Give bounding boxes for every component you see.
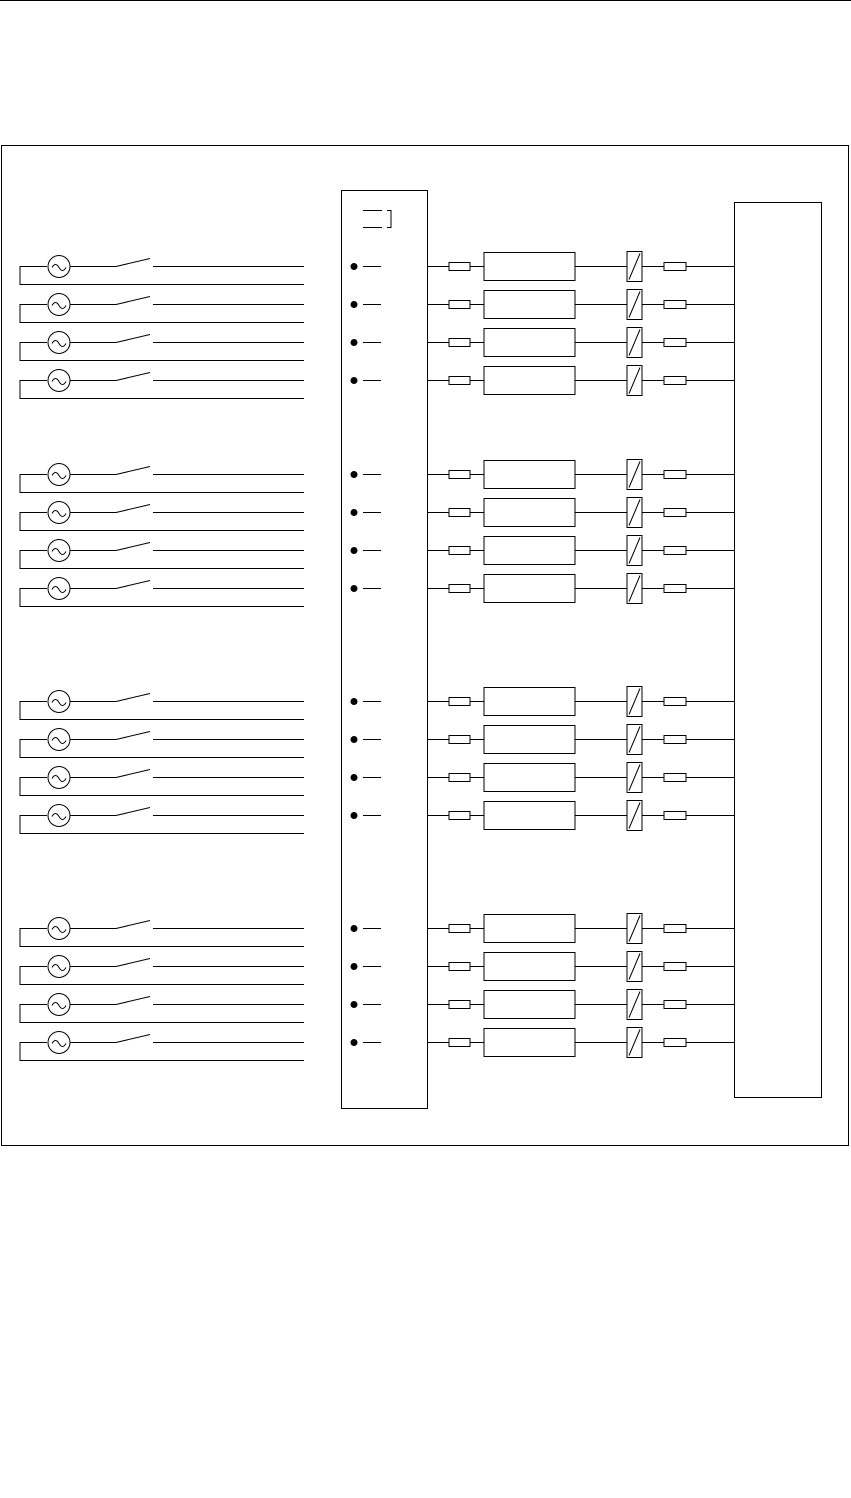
return-wire	[20, 305, 304, 323]
terminal-block-symbol	[363, 211, 391, 228]
sine-wave-icon	[52, 927, 66, 933]
sine-wave-icon	[52, 303, 66, 309]
fuse-icon	[664, 736, 686, 744]
ac-source-icon	[48, 370, 70, 392]
isolator-slash	[629, 727, 640, 753]
diagram-frame	[2, 146, 849, 1146]
ac-source-icon	[48, 464, 70, 486]
fuse-icon	[664, 509, 686, 517]
ac-source-icon	[48, 294, 70, 316]
sine-wave-icon	[52, 776, 66, 782]
module-box	[484, 764, 575, 792]
channel-row	[20, 498, 734, 531]
terminal-dot	[351, 964, 357, 970]
sine-wave-icon	[52, 549, 66, 555]
module-box	[484, 688, 575, 716]
isolator-slash	[629, 954, 640, 980]
channel-row	[20, 687, 734, 720]
channel-groups	[20, 252, 734, 1061]
module-box	[484, 329, 575, 357]
module-box	[484, 1029, 575, 1057]
terminal-dot	[351, 472, 357, 478]
switch-icon	[116, 259, 150, 267]
switch-icon	[116, 373, 150, 381]
switch-icon	[116, 543, 150, 551]
fuse-icon	[664, 698, 686, 706]
switch-icon	[116, 1035, 150, 1043]
fuse-icon	[664, 1001, 686, 1009]
fuse-icon	[449, 547, 470, 555]
fuse-icon	[664, 471, 686, 479]
fuse-icon	[449, 1039, 470, 1047]
return-wire	[20, 1043, 304, 1061]
terminal-dot	[351, 699, 357, 705]
sine-wave-icon	[52, 814, 66, 820]
fuse-icon	[449, 301, 470, 309]
terminal-dot	[351, 775, 357, 781]
ac-source-icon	[48, 994, 70, 1016]
fuse-icon	[449, 736, 470, 744]
isolator-slash	[629, 1030, 640, 1056]
return-wire	[20, 513, 304, 531]
switch-icon	[116, 732, 150, 740]
ac-source-icon	[48, 578, 70, 600]
fuse-icon	[449, 509, 470, 517]
module-box	[484, 802, 575, 830]
terminal-dot	[351, 548, 357, 554]
return-wire	[20, 1005, 304, 1023]
isolator-slash	[629, 368, 640, 394]
module-box	[484, 499, 575, 527]
fuse-icon	[449, 263, 470, 271]
isolator-slash	[629, 765, 640, 791]
channel-row	[20, 914, 734, 947]
channel-row	[20, 990, 734, 1023]
fuse-icon	[664, 925, 686, 933]
ac-source-icon	[48, 256, 70, 278]
sine-wave-icon	[52, 965, 66, 971]
channel-row	[20, 574, 734, 607]
fuse-icon	[449, 585, 470, 593]
fuse-icon	[449, 774, 470, 782]
isolator-slash	[629, 462, 640, 488]
terminal-dot	[351, 340, 357, 346]
channel-row	[20, 366, 734, 399]
terminal-dot	[351, 813, 357, 819]
fuse-icon	[449, 339, 470, 347]
ac-source-icon	[48, 956, 70, 978]
sine-wave-icon	[52, 587, 66, 593]
ac-source-icon	[48, 1032, 70, 1054]
return-wire	[20, 967, 304, 985]
channel-row	[20, 763, 734, 796]
channel-group-3	[20, 687, 734, 834]
return-wire	[20, 778, 304, 796]
channel-group-4	[20, 914, 734, 1061]
switch-icon	[116, 808, 150, 816]
fuse-icon	[664, 339, 686, 347]
ac-source-icon	[48, 332, 70, 354]
module-box	[484, 575, 575, 603]
terminal-block	[342, 191, 428, 1109]
ac-source-icon	[48, 918, 70, 940]
terminal-dot	[351, 586, 357, 592]
switch-icon	[116, 997, 150, 1005]
switch-icon	[116, 467, 150, 475]
sine-wave-icon	[52, 511, 66, 517]
ac-source-icon	[48, 805, 70, 827]
terminal-dot	[351, 302, 357, 308]
return-wire	[20, 589, 304, 607]
return-wire	[20, 343, 304, 361]
switch-icon	[116, 959, 150, 967]
fuse-icon	[449, 963, 470, 971]
channel-row	[20, 952, 734, 985]
switch-icon	[116, 581, 150, 589]
fuse-icon	[664, 1039, 686, 1047]
sine-wave-icon	[52, 700, 66, 706]
sine-wave-icon	[52, 379, 66, 385]
switch-icon	[116, 770, 150, 778]
return-wire	[20, 381, 304, 399]
terminal-dot	[351, 1040, 357, 1046]
sine-wave-icon	[52, 265, 66, 271]
module-box	[484, 726, 575, 754]
fuse-icon	[449, 1001, 470, 1009]
ac-source-icon	[48, 502, 70, 524]
switch-icon	[116, 297, 150, 305]
module-box	[484, 915, 575, 943]
fuse-icon	[664, 301, 686, 309]
fuse-icon	[664, 377, 686, 385]
isolator-slash	[629, 330, 640, 356]
switch-icon	[116, 921, 150, 929]
fuse-icon	[449, 925, 470, 933]
fuse-icon	[664, 585, 686, 593]
sine-wave-icon	[52, 473, 66, 479]
isolator-slash	[629, 292, 640, 318]
module-box	[484, 367, 575, 395]
return-wire	[20, 551, 304, 569]
terminal-dot	[351, 1002, 357, 1008]
channel-group-1	[20, 252, 734, 399]
sine-wave-icon	[52, 341, 66, 347]
fuse-icon	[664, 263, 686, 271]
fuse-icon	[664, 812, 686, 820]
terminal-dot	[351, 378, 357, 384]
sine-wave-icon	[52, 1003, 66, 1009]
channel-row	[20, 252, 734, 285]
isolator-slash	[629, 576, 640, 602]
isolator-slash	[629, 803, 640, 829]
switch-icon	[116, 335, 150, 343]
fuse-icon	[449, 812, 470, 820]
channel-row	[20, 1028, 734, 1061]
isolator-slash	[629, 992, 640, 1018]
isolator-slash	[629, 689, 640, 715]
isolator-slash	[629, 500, 640, 526]
terminal-dot	[351, 926, 357, 932]
fuse-icon	[664, 774, 686, 782]
isolator-slash	[629, 254, 640, 280]
ac-source-icon	[48, 767, 70, 789]
terminal-dot	[351, 264, 357, 270]
fuse-icon	[664, 963, 686, 971]
controller-block	[735, 203, 822, 1098]
fuse-icon	[449, 698, 470, 706]
module-box	[484, 537, 575, 565]
ac-source-icon	[48, 540, 70, 562]
sine-wave-icon	[52, 738, 66, 744]
channel-row	[20, 460, 734, 493]
return-wire	[20, 929, 304, 947]
fuse-icon	[449, 377, 470, 385]
return-wire	[20, 816, 304, 834]
terminal-dot	[351, 510, 357, 516]
fuse-icon	[664, 547, 686, 555]
module-box	[484, 953, 575, 981]
fuse-icon	[449, 471, 470, 479]
terminal-dot	[351, 737, 357, 743]
channel-row	[20, 328, 734, 361]
return-wire	[20, 740, 304, 758]
channel-row	[20, 536, 734, 569]
module-box	[484, 991, 575, 1019]
return-wire	[20, 702, 304, 720]
module-box	[484, 253, 575, 281]
return-wire	[20, 475, 304, 493]
ac-source-icon	[48, 729, 70, 751]
module-box	[484, 291, 575, 319]
switch-icon	[116, 505, 150, 513]
isolator-slash	[629, 916, 640, 942]
switch-icon	[116, 694, 150, 702]
channel-row	[20, 801, 734, 834]
isolator-slash	[629, 538, 640, 564]
ac-source-icon	[48, 691, 70, 713]
module-box	[484, 461, 575, 489]
channel-group-2	[20, 460, 734, 607]
channel-row	[20, 725, 734, 758]
channel-row	[20, 290, 734, 323]
sine-wave-icon	[52, 1041, 66, 1047]
return-wire	[20, 267, 304, 285]
